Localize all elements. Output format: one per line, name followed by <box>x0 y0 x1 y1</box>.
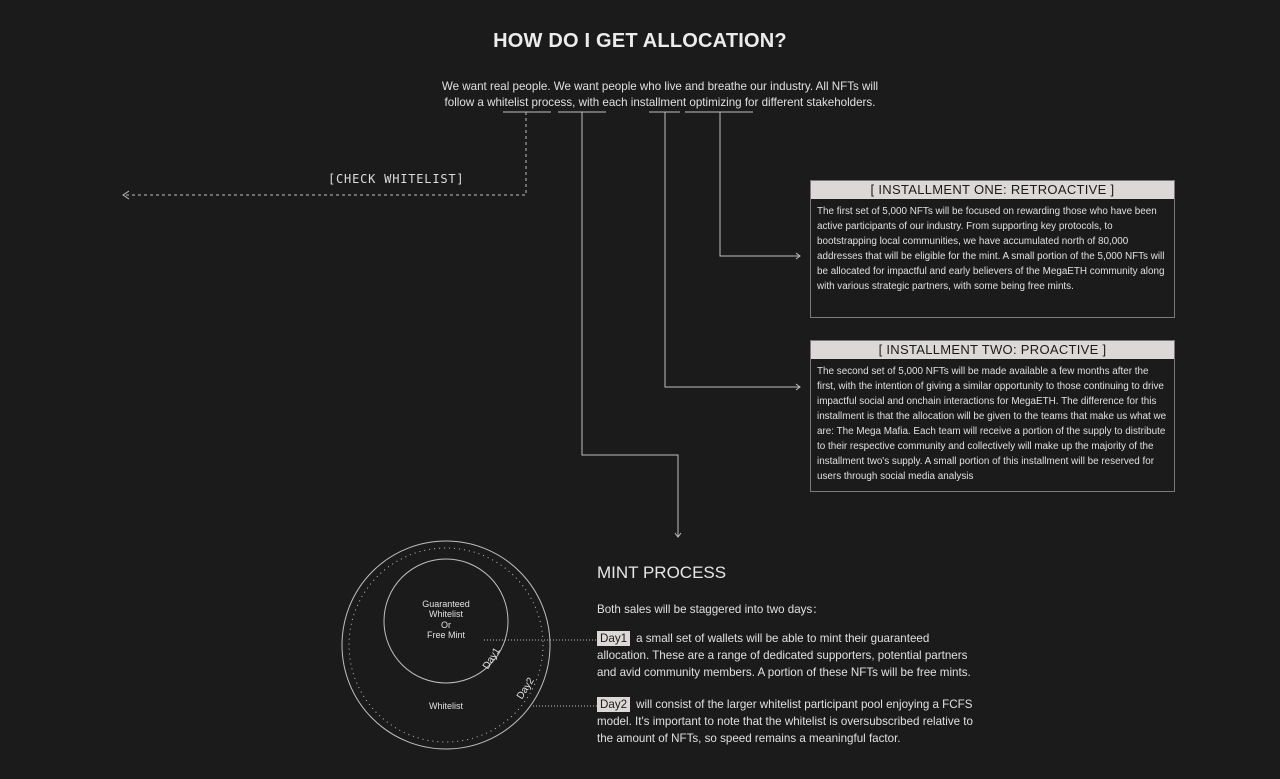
day2-tag: Day2 <box>597 697 630 712</box>
day1-paragraph <box>597 630 977 681</box>
line-mint-process <box>582 112 678 537</box>
inner-label-3: Or <box>441 620 451 630</box>
installment-one-box <box>810 180 1175 318</box>
outer-label: Whitelist <box>428 701 464 711</box>
day1-tag: Day1 <box>597 631 630 646</box>
mint-process-title: MINT PROCESS <box>597 563 727 582</box>
installment-two-box <box>810 340 1175 492</box>
intro-line-2: follow a whitelist process, with each installment optimizing for different stakeholders. <box>444 96 876 109</box>
day1-text: a small set of wallets will be able to mint their guaranteed allocation. These are a range of dedicated supporters, potential partners and avid community members. A portion of these NFTs will be free mints. <box>597 632 971 679</box>
installment-one-text: The first set of 5,000 NFTs will be focused on rewarding those who have been active participants of our industry. From supporting key protocols, to bootstrapping local communities, we have accumulated north of 80,000 addresses that will be eligible for the mint. A small portion of the 5,000 NFTs will be allocated for impactful and early believers of the MegaETH community along with various strategic partners, with some being free mints. <box>817 206 1165 292</box>
inner-label-2: Whitelist <box>428 609 464 619</box>
outer-circle <box>342 541 550 749</box>
inner-label-1: Guaranteed <box>422 599 470 609</box>
intro-line-1: We want real people. We want people who live and breathe our industry. All NFTs will <box>441 80 879 93</box>
mint-process-subtitle: Both sales will be staggered into two days： <box>597 603 824 616</box>
check-whitelist-link[interactable]: [CHECK WHITELIST] <box>328 172 465 186</box>
line-check-whitelist <box>124 112 526 195</box>
line-installment-two <box>665 112 800 387</box>
day2-paragraph <box>597 696 977 747</box>
inner-label-4: Free Mint <box>426 630 466 640</box>
arc-label-day1: Day1 <box>481 645 503 672</box>
line-installment-one <box>720 112 800 256</box>
day2-text: will consist of the larger whitelist participant pool enjoying a FCFS model. It's important to note that the whitelist is oversubscribed relative to the amount of NFTs, so speed remains a meaningful factor. <box>597 698 973 745</box>
page-title: HOW DO I GET ALLOCATION? <box>493 30 787 52</box>
installment-two-text: The second set of 5,000 NFTs will be made available a few months after the first, with the intention of giving a similar opportunity to those continuing to drive impactful social and onchain interactions for MegaETH. The difference for this installment is that the allocation will be given to the teams that make us what we are: The Mega Mafia. Each team will receive a portion of the supply to distribute to their respective community and collectively will make up the majority of the installment two's supply. A small portion of this installment will be reserved for users through social media analysis <box>817 366 1167 482</box>
outer-dotted-circle <box>349 548 543 742</box>
arc-label-day2: Day2 <box>515 675 537 702</box>
installment-one-header: [ INSTALLMENT ONE: RETROACTIVE ] <box>811 181 1174 199</box>
installment-two-header: [ INSTALLMENT TWO: PROACTIVE ] <box>811 341 1174 359</box>
